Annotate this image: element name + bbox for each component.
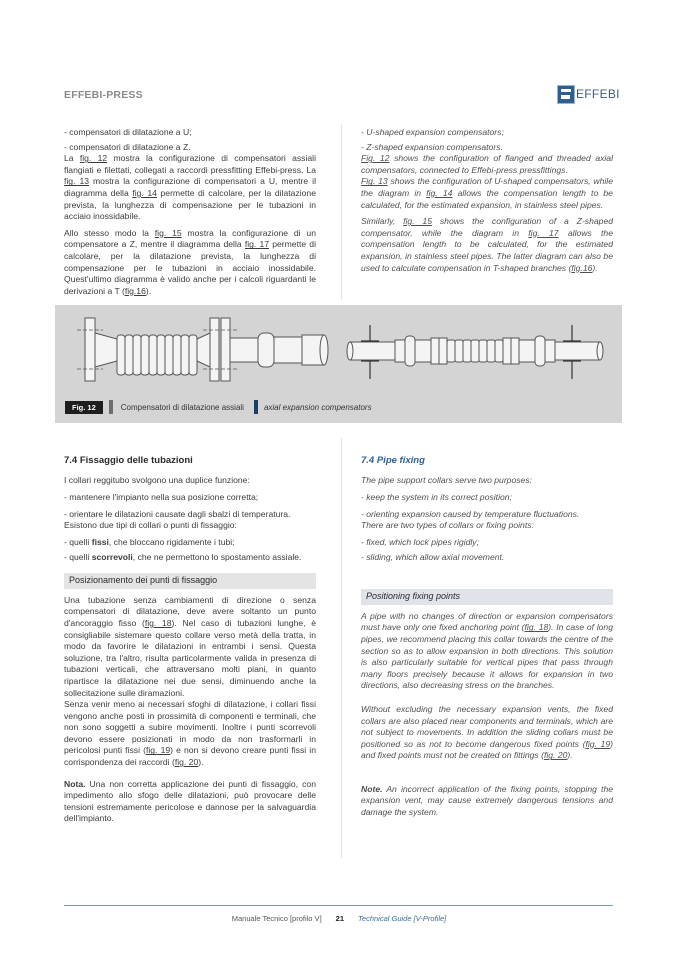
- figure-caption: [65, 400, 372, 414]
- paragraph: Similarly, fig. 15 shows the configuration of a Z-shaped compensator, while the diagram in fig. 17 allows the compensation length to be calculated, for the estimated expansion, in stainless steel pipes. The latter diagram can also be used to calculate compensation in T-shaped branches (fig.16).: [361, 216, 613, 273]
- paragraph: A pipe with no changes of direction or expansion compensators must have only one fixed anchoring point (fig. 18). In case of long pipes, we recommend placing this collar towards the centre of the section so as to allow expansion in both directions. This solution is also particularly suitable for vertical pipes that pass through many floors precisely because it allows for expansion in two directions, also decreasing stress on the branches.: [361, 610, 613, 691]
- paragraph: Without excluding the necessary expansion vents, the fixed collars are also placed near components and terminals, which are not subject to movements. In addition the sliding collars must be positioned so as not to become dangerous fixed points (fig. 19) and fixed points must not be created on fittings (fig. 20).: [361, 703, 613, 761]
- fig-link[interactable]: fig. 19: [145, 745, 171, 756]
- caption-italian: Compensatori di dilatazione assiali: [120, 402, 244, 412]
- list-item: - U-shaped expansion compensators;: [361, 127, 504, 137]
- fig-link[interactable]: fig. 15: [403, 216, 432, 227]
- top-left-column: [64, 127, 316, 302]
- fig-link[interactable]: Fig. 12: [361, 153, 390, 164]
- fig-link[interactable]: fig. 20: [174, 757, 199, 768]
- fig-link[interactable]: fig. 13: [64, 176, 90, 187]
- list-item: - quelli fissi, che bloccano rigidamente i tubi;: [64, 536, 235, 547]
- section-italian: [64, 455, 316, 830]
- fig-link[interactable]: fig. 18: [144, 617, 172, 628]
- fig-link[interactable]: fig. 14: [426, 187, 453, 198]
- fig-link[interactable]: fig. 12: [79, 153, 108, 164]
- note-paragraph: Nota. Una non corretta applicazione dei punti di fissaggio, con impedimento allo sfogo delle dilatazioni, può provocare delle tensioni estremamente pericolose e dannose per la salvaguardia dell'impianto.: [64, 778, 316, 824]
- header-title: EFFEBI-PRESS: [64, 89, 143, 101]
- effebi-logo-icon: [557, 85, 575, 104]
- footer-rule: [64, 905, 613, 906]
- fig-link[interactable]: fig. 17: [528, 227, 559, 238]
- footer-manual-title: Manuale Tecnico [profilo V]: [231, 914, 322, 923]
- list-item: - Z-shaped expansion compensators.: [361, 141, 503, 152]
- figure-12: [55, 305, 622, 423]
- text-line: Esistono due tipi di collari o punti di fissaggio:: [64, 520, 237, 531]
- paragraph: Senza venir meno ai necessari sfoghi di dilatazione, i collari fissi vengono anche posti in prossimità di componenti e terminali, che non sono soggetti a subire movimenti. Inoltre i punti scorrevoli devono essere posizionati in modo da non trasformarli in pericolosi punti fissi (fig. 19) e non si devono creare punti fissi in corrispondenza dei raccordi (fig. 20).: [64, 699, 316, 768]
- list-item: - orientare le dilatazioni causate dagli sbalzi di temperatura.: [64, 508, 291, 519]
- fig-link[interactable]: fig.16: [124, 285, 146, 296]
- list-item: - mantenere l'impianto nella sua posizione corretta;: [64, 492, 259, 503]
- subsection-heading: Posizionamento dei punti di fissaggio: [64, 573, 316, 589]
- footer: [0, 914, 678, 923]
- paragraph: Una tubazione senza cambiamenti di direzione o senza compensatori di dilatazione, deve avere soltanto un punto d'ancoraggio fisso (fig. 18). Nel caso di tubazioni lunghe, è consigliabile sistemare questo collare verso metà della tratta, in modo da favorire le dilatazioni in entrambi i sensi. Questa soluzione, tra l'altro, risulta particolarmente valida in presenza di tubazioni verticali, che attraversano molti piani, in quanto ripartisce la dilatazione nei due sensi, diminuendo anche la sollecitazione sulle diramazioni.: [64, 594, 316, 698]
- text-line: There are two types of collars or fixing points:: [361, 520, 534, 531]
- caption-separator: [109, 400, 113, 414]
- fig-link[interactable]: fig. 14: [132, 187, 157, 198]
- footer-guide-title: Technical Guide [V-Profile]: [358, 914, 447, 923]
- fig-link[interactable]: fig. 18: [524, 622, 549, 633]
- paragraph: Fig. 12 shows the configuration of flanged and threaded axial compensators, connected to Effebi-press pressfittings. Fig. 13 shows the configuration of U-shaped compensators, while the diagram in fig. 14 allows the compensation length to be calculated, for the estimated expansion, in stainless steel pipes.: [361, 153, 613, 210]
- list-item: - quelli scorrevoli, che ne permettono lo spostamento assiale.: [64, 551, 302, 562]
- list-item: - sliding, which allow axial movement.: [361, 551, 505, 562]
- effebi-logo: [557, 84, 620, 104]
- paragraph: La fig. 12 mostra la configurazione di compensatori assiali flangiati e filettati, collegati a raccordi pressfitting Effebi-press. La fig. 13 mostra la configurazione di compensatori a U, mentre il diagramma della fig. 14 permette di calcolare, per la dilatazione prevista, la lunghezza di compensazione per le tubazioni in acciaio inossidabile.: [64, 153, 316, 222]
- column-divider: [341, 124, 342, 300]
- intro-text: The pipe support collars serve two purposes:: [361, 474, 533, 485]
- note-paragraph: Note. An incorrect application of the fixing points, stopping the expansion vent, may cause extremely dangerous tensions and damage the system.: [361, 783, 613, 818]
- page-number: 21: [335, 914, 344, 923]
- top-right-column: [361, 127, 613, 279]
- caption-english: axial expansion compensators: [263, 402, 372, 412]
- figure-label: Fig. 12: [65, 401, 103, 414]
- list-item: - compensatori di dilatazione a U;: [64, 127, 192, 137]
- column-divider: [341, 438, 342, 858]
- list-item: - orienting expansion caused by temperature fluctuations.: [361, 508, 580, 519]
- list-item: - fixed, which lock pipes rigidly;: [361, 536, 479, 547]
- section-heading: 7.4 Fissaggio delle tubazioni: [64, 455, 193, 466]
- section-heading: 7.4 Pipe fixing: [361, 455, 425, 466]
- axial-compensator-flanged-drawing: [55, 305, 622, 397]
- fig-link[interactable]: fig. 17: [244, 239, 270, 250]
- section-english: [361, 455, 613, 824]
- list-item: - compensatori di dilatazione a Z.: [64, 141, 191, 152]
- fig-link[interactable]: Fig. 13: [361, 176, 388, 187]
- fig-link[interactable]: fig. 19: [585, 738, 611, 749]
- paragraph: Allo stesso modo la fig. 15 mostra la configurazione di un compensatore a Z, mentre il diagramma della fig. 17 permette di calcolare, per la dilatazione prevista, la lunghezza di compensazione per le tubazioni in acciaio inossidabile. Quest'ultimo diagramma è valido anche per i calcoli riguardanti le derivazioni a T (fig.16).: [64, 227, 316, 296]
- fig-link[interactable]: fig. 20: [543, 750, 568, 761]
- fig-link[interactable]: fig.16: [571, 262, 593, 273]
- caption-separator: [254, 400, 258, 414]
- logo-text: EFFEBI: [576, 87, 620, 101]
- subsection-heading: Positioning fixing points: [361, 589, 613, 605]
- list-item: - keep the system in its correct position;: [361, 492, 512, 503]
- fig-link[interactable]: fig. 15: [154, 227, 182, 238]
- intro-text: I collari reggitubo svolgono una duplice funzione:: [64, 474, 250, 485]
